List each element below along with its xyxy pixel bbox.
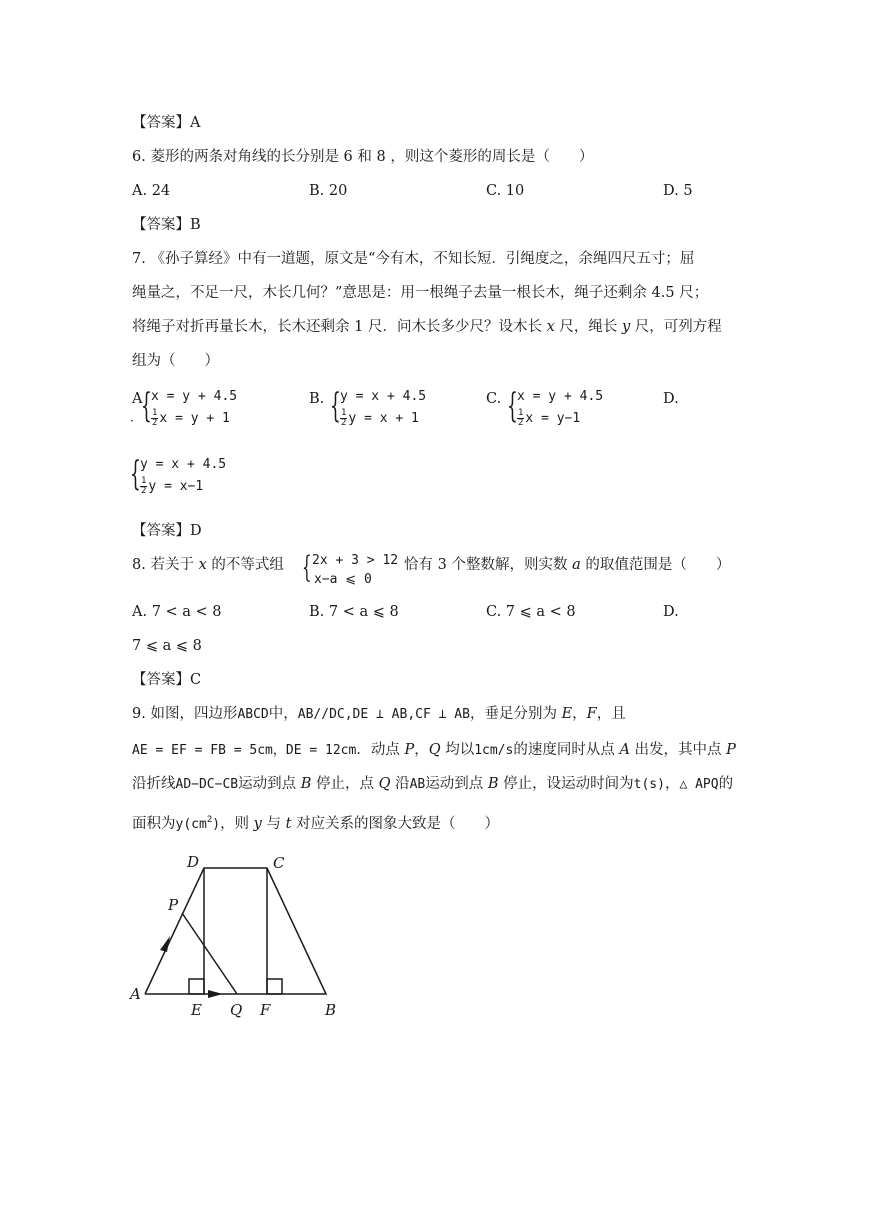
q7-option-d-label: D.: [663, 391, 679, 407]
q6-option-c: C. 10: [486, 183, 525, 199]
q7-option-b-system: { y = x + 4.5 $\frac{1}{2}$ y = x + 1: [330, 386, 427, 428]
point-label-p: P: [168, 896, 179, 914]
arrow-ap-icon: [160, 936, 170, 952]
q7-option-b-label: B.: [309, 391, 325, 407]
q7-option-a-system: { x = y + 4.5 $\frac{1}{2}$ x = y + 1: [141, 386, 238, 428]
right-angle-mark-e: [189, 979, 204, 994]
q7-option-c-label: C.: [486, 391, 502, 407]
point-label-c: C: [273, 854, 285, 872]
q8-option-b: B. 7 < a ⩽ 8: [309, 604, 399, 620]
q8-stem-part2: 恰有 3 个整数解，则实数 a 的取值范围是（ ）: [404, 557, 731, 573]
segment-pq: [182, 913, 237, 994]
q9-trapezoid-figure: [120, 850, 350, 1020]
q6-option-b: B. 20: [309, 183, 348, 199]
q6-answer: 【答案】B: [132, 217, 201, 233]
q7-option-a-dot: ．: [130, 410, 143, 424]
point-label-f: F: [260, 1001, 271, 1019]
point-label-b: B: [325, 1001, 337, 1019]
q7-stem-line3: 将绳子对折再量长木，长木还剩余 1 尺．问木长多少尺？设木长 x 尺，绳长 y 尺，可列方程: [132, 319, 722, 335]
q7-option-c-system: { x = y + 4.5 $\frac{1}{2}$ x = y−1: [507, 386, 604, 428]
point-label-d: D: [187, 853, 200, 871]
q6-stem: 6. 菱形的两条对角线的长分别是 6 和 8 ，则这个菱形的周长是（ ）: [132, 149, 594, 165]
q8-option-d: D.: [663, 604, 679, 620]
q5-answer: 【答案】A: [132, 115, 201, 131]
q7-stem-line1: 7. 《孙子算经》中有一道题，原文是“今有木，不知长短．引绳度之，余绳四尺五寸；屈: [132, 251, 695, 267]
q6-option-d: D. 5: [663, 183, 693, 199]
q7-option-a-label: A: [132, 391, 143, 407]
q7-option-d-system: { y = x + 4.5 $\frac{1}{2}$ y = x−1: [130, 454, 227, 496]
trapezoid-outline: [145, 868, 326, 994]
point-label-a: A: [130, 985, 141, 1003]
q8-answer: 【答案】C: [132, 672, 202, 688]
q9-stem-line3: 沿折线AD−DC−CB运动到点 B 停止，点 Q 沿AB运动到点 B 停止，设运动时间为t(s)，△ APQ的: [132, 776, 734, 792]
point-label-q: Q: [230, 1001, 243, 1019]
q7-stem-line4: 组为（ ）: [132, 353, 219, 369]
q9-stem-line1: 9. 如图，四边形ABCD中，AB//DC,DE ⊥ AB,CF ⊥ AB，垂足分别为 E，F，且: [132, 706, 626, 722]
q8-stem-part1: 8. 若关于 x 的不等式组: [132, 557, 284, 573]
q8-option-a: A. 7 < a < 8: [132, 604, 222, 620]
q9-stem-line4: 面积为$y(cm^2)$，则 y 与 t 对应关系的图象大致是（ ）: [132, 815, 500, 832]
right-angle-mark-f: [267, 979, 282, 994]
point-label-e: E: [191, 1001, 202, 1019]
q7-stem-line2: 绳量之，不足一尺，木长几何？”意思是：用一根绳子去量一根长木，绳子还剩余 4.5 尺；: [132, 285, 709, 301]
q8-option-d-value: 7 ⩽ a ⩽ 8: [132, 638, 202, 654]
q6-option-a: A. 24: [132, 183, 171, 199]
arrow-aq-icon: [208, 990, 223, 998]
q7-answer: 【答案】D: [132, 523, 202, 539]
q9-stem-line2: AE = EF = FB = 5cm，DE = 12cm．动点 P，Q 均以1cm/s的速度同时从点 A 出发，其中点 P: [132, 742, 736, 758]
q8-option-c: C. 7 ⩽ a < 8: [486, 604, 576, 620]
q8-inequality-system: { 2x + 3 > 12 x−a ⩽ 0: [302, 550, 399, 587]
